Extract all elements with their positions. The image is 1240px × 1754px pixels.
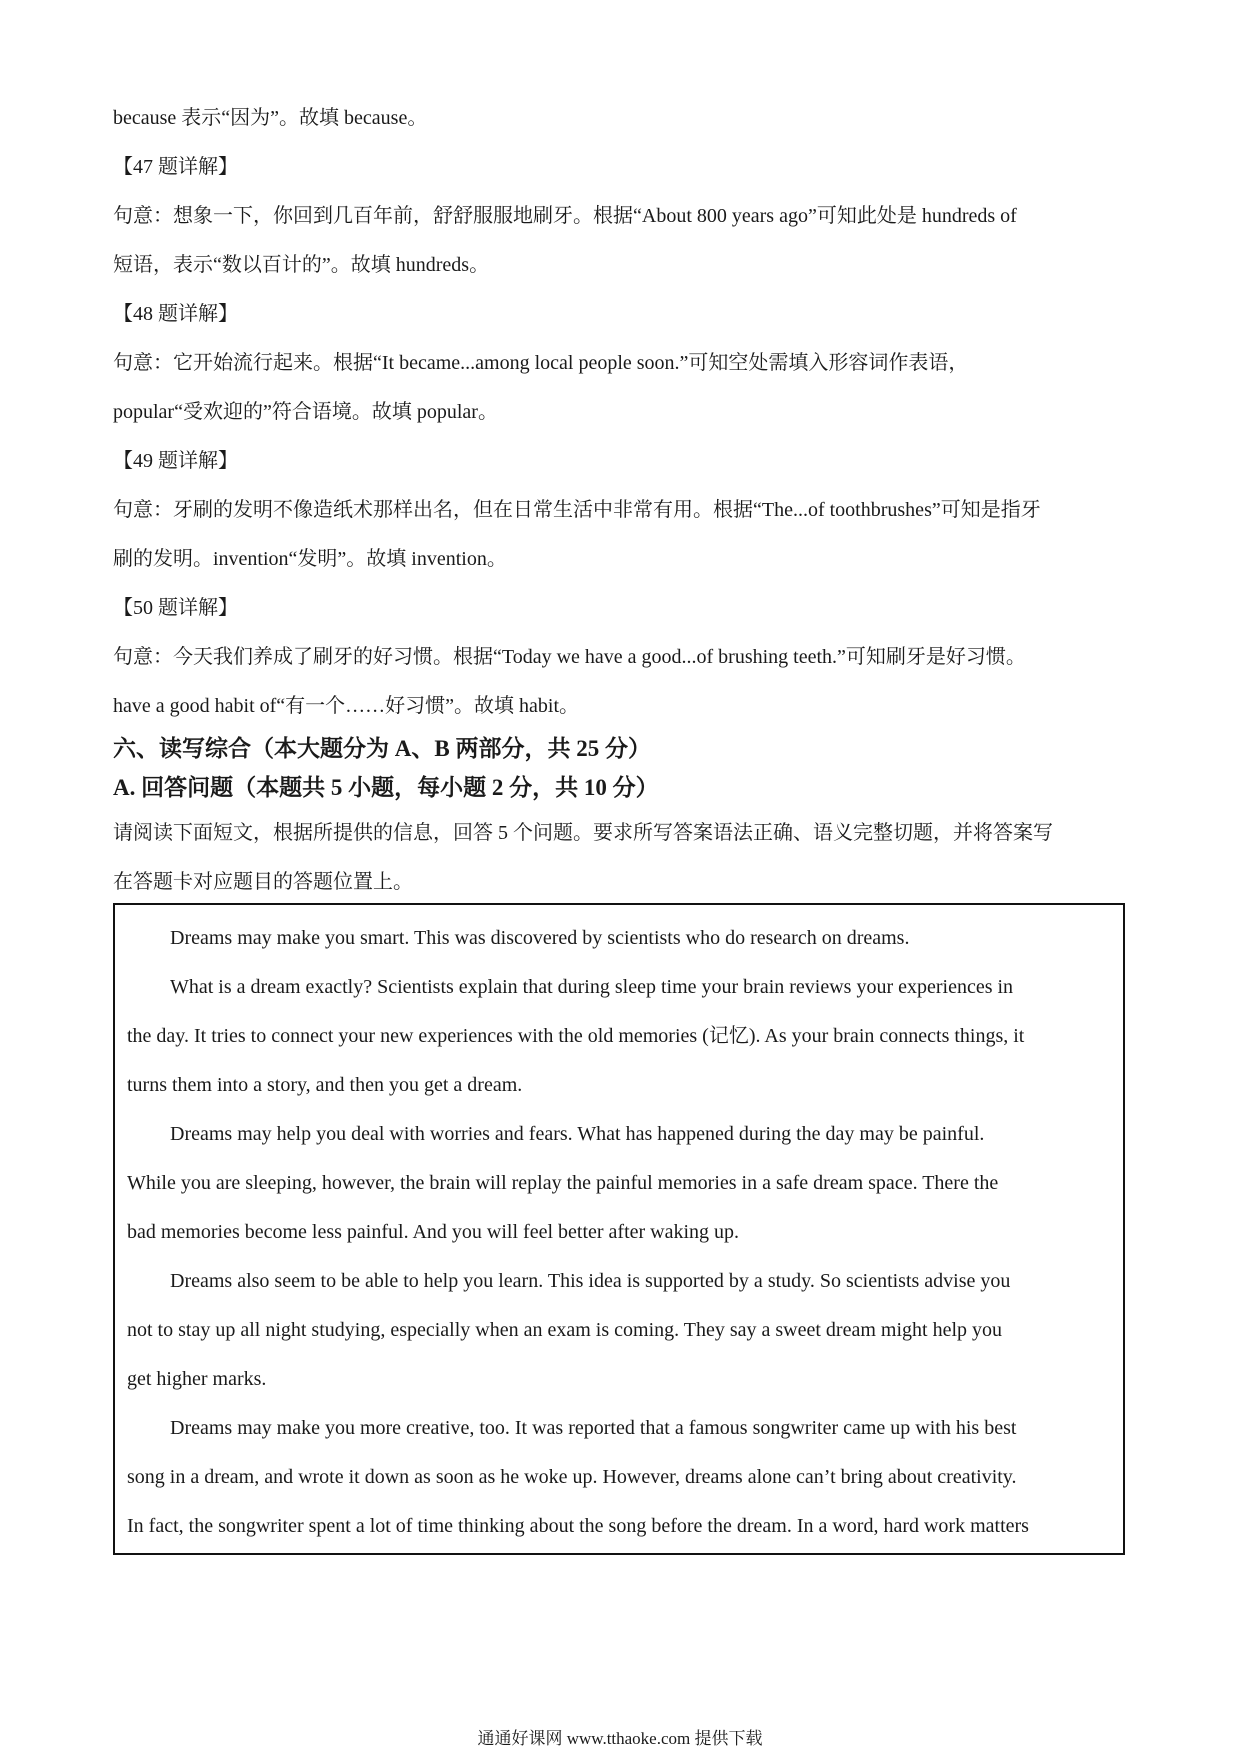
explanation-line: 句意：今天我们养成了刷牙的好习惯。根据“Today we have a good...of brushing teeth.”可知刷牙是好习惯。 [113,646,1026,668]
passage-line: not to stay up all night studying, especially when an exam is coming. They say a sweet dream might help you [127,1319,1003,1341]
passage-line: What is a dream exactly? Scientists explain that during sleep time your brain reviews your experiences in [170,976,1014,998]
explanation-line: 刷的发明。invention“发明”。故填 invention。 [113,548,507,570]
question-50-heading: 【50 题详解】 [113,597,238,619]
page-footer: 通通好课网 www.tthaoke.com 提供下载 [477,1729,763,1748]
passage-line: Dreams may make you more creative, too. It was reported that a famous songwriter came up with his best [170,1417,1017,1439]
passage-line: Dreams may make you smart. This was discovered by scientists who do research on dreams. [170,927,910,949]
passage-line: In fact, the songwriter spent a lot of time thinking about the song before the dream. In a word, hard work matters [127,1515,1029,1537]
instructions-line: 请阅读下面短文，根据所提供的信息，回答 5 个问题。要求所写答案语法正确、语义完整切题，并将答案写 [113,822,1053,844]
instructions-line: 在答题卡对应题目的答题位置上。 [113,871,413,893]
reading-passage-box [113,903,1125,1555]
explanation-line: 句意：想象一下，你回到几百年前，舒舒服服地刷牙。根据“About 800 years ago”可知此处是 hundreds of [113,205,1017,227]
passage-line: While you are sleeping, however, the brain will replay the painful memories in a safe dream space. There the [127,1172,999,1194]
explanation-line: 句意：它开始流行起来。根据“It became...among local people soon.”可知空处需填入形容词作表语， [113,352,969,374]
explanation-line: 句意：牙刷的发明不像造纸术那样出名，但在日常生活中非常有用。根据“The...of toothbrushes”可知是指牙 [113,499,1041,521]
part-a-title: A. 回答问题（本题共 5 小题，每小题 2 分，共 10 分） [113,775,659,800]
passage-line: song in a dream, and wrote it down as soon as he woke up. However, dreams alone can’t bring about creativity. [127,1466,1017,1488]
explanation-line: because 表示“因为”。故填 because。 [113,107,428,129]
section-title: 六、读写综合（本大题分为 A、B 两部分，共 25 分） [113,736,651,761]
explanation-line: popular“受欢迎的”符合语境。故填 popular。 [113,401,498,423]
question-47-heading: 【47 题详解】 [113,156,238,178]
passage-line: turns them into a story, and then you get a dream. [127,1074,523,1096]
question-48-heading: 【48 题详解】 [113,303,238,325]
question-49-heading: 【49 题详解】 [113,450,238,472]
explanation-line: have a good habit of“有一个……好习惯”。故填 habit。 [113,695,580,717]
passage-line: get higher marks. [127,1368,267,1390]
passage-line: Dreams also seem to be able to help you learn. This idea is supported by a study. So scientists advise you [170,1270,1011,1292]
passage-line: Dreams may help you deal with worries and fears. What has happened during the day may be painful. [170,1123,985,1145]
passage-line: bad memories become less painful. And you will feel better after waking up. [127,1221,740,1243]
explanation-line: 短语，表示“数以百计的”。故填 hundreds。 [113,254,490,276]
passage-line: the day. It tries to connect your new experiences with the old memories (记忆). As your brain connects things, it [127,1025,1025,1047]
